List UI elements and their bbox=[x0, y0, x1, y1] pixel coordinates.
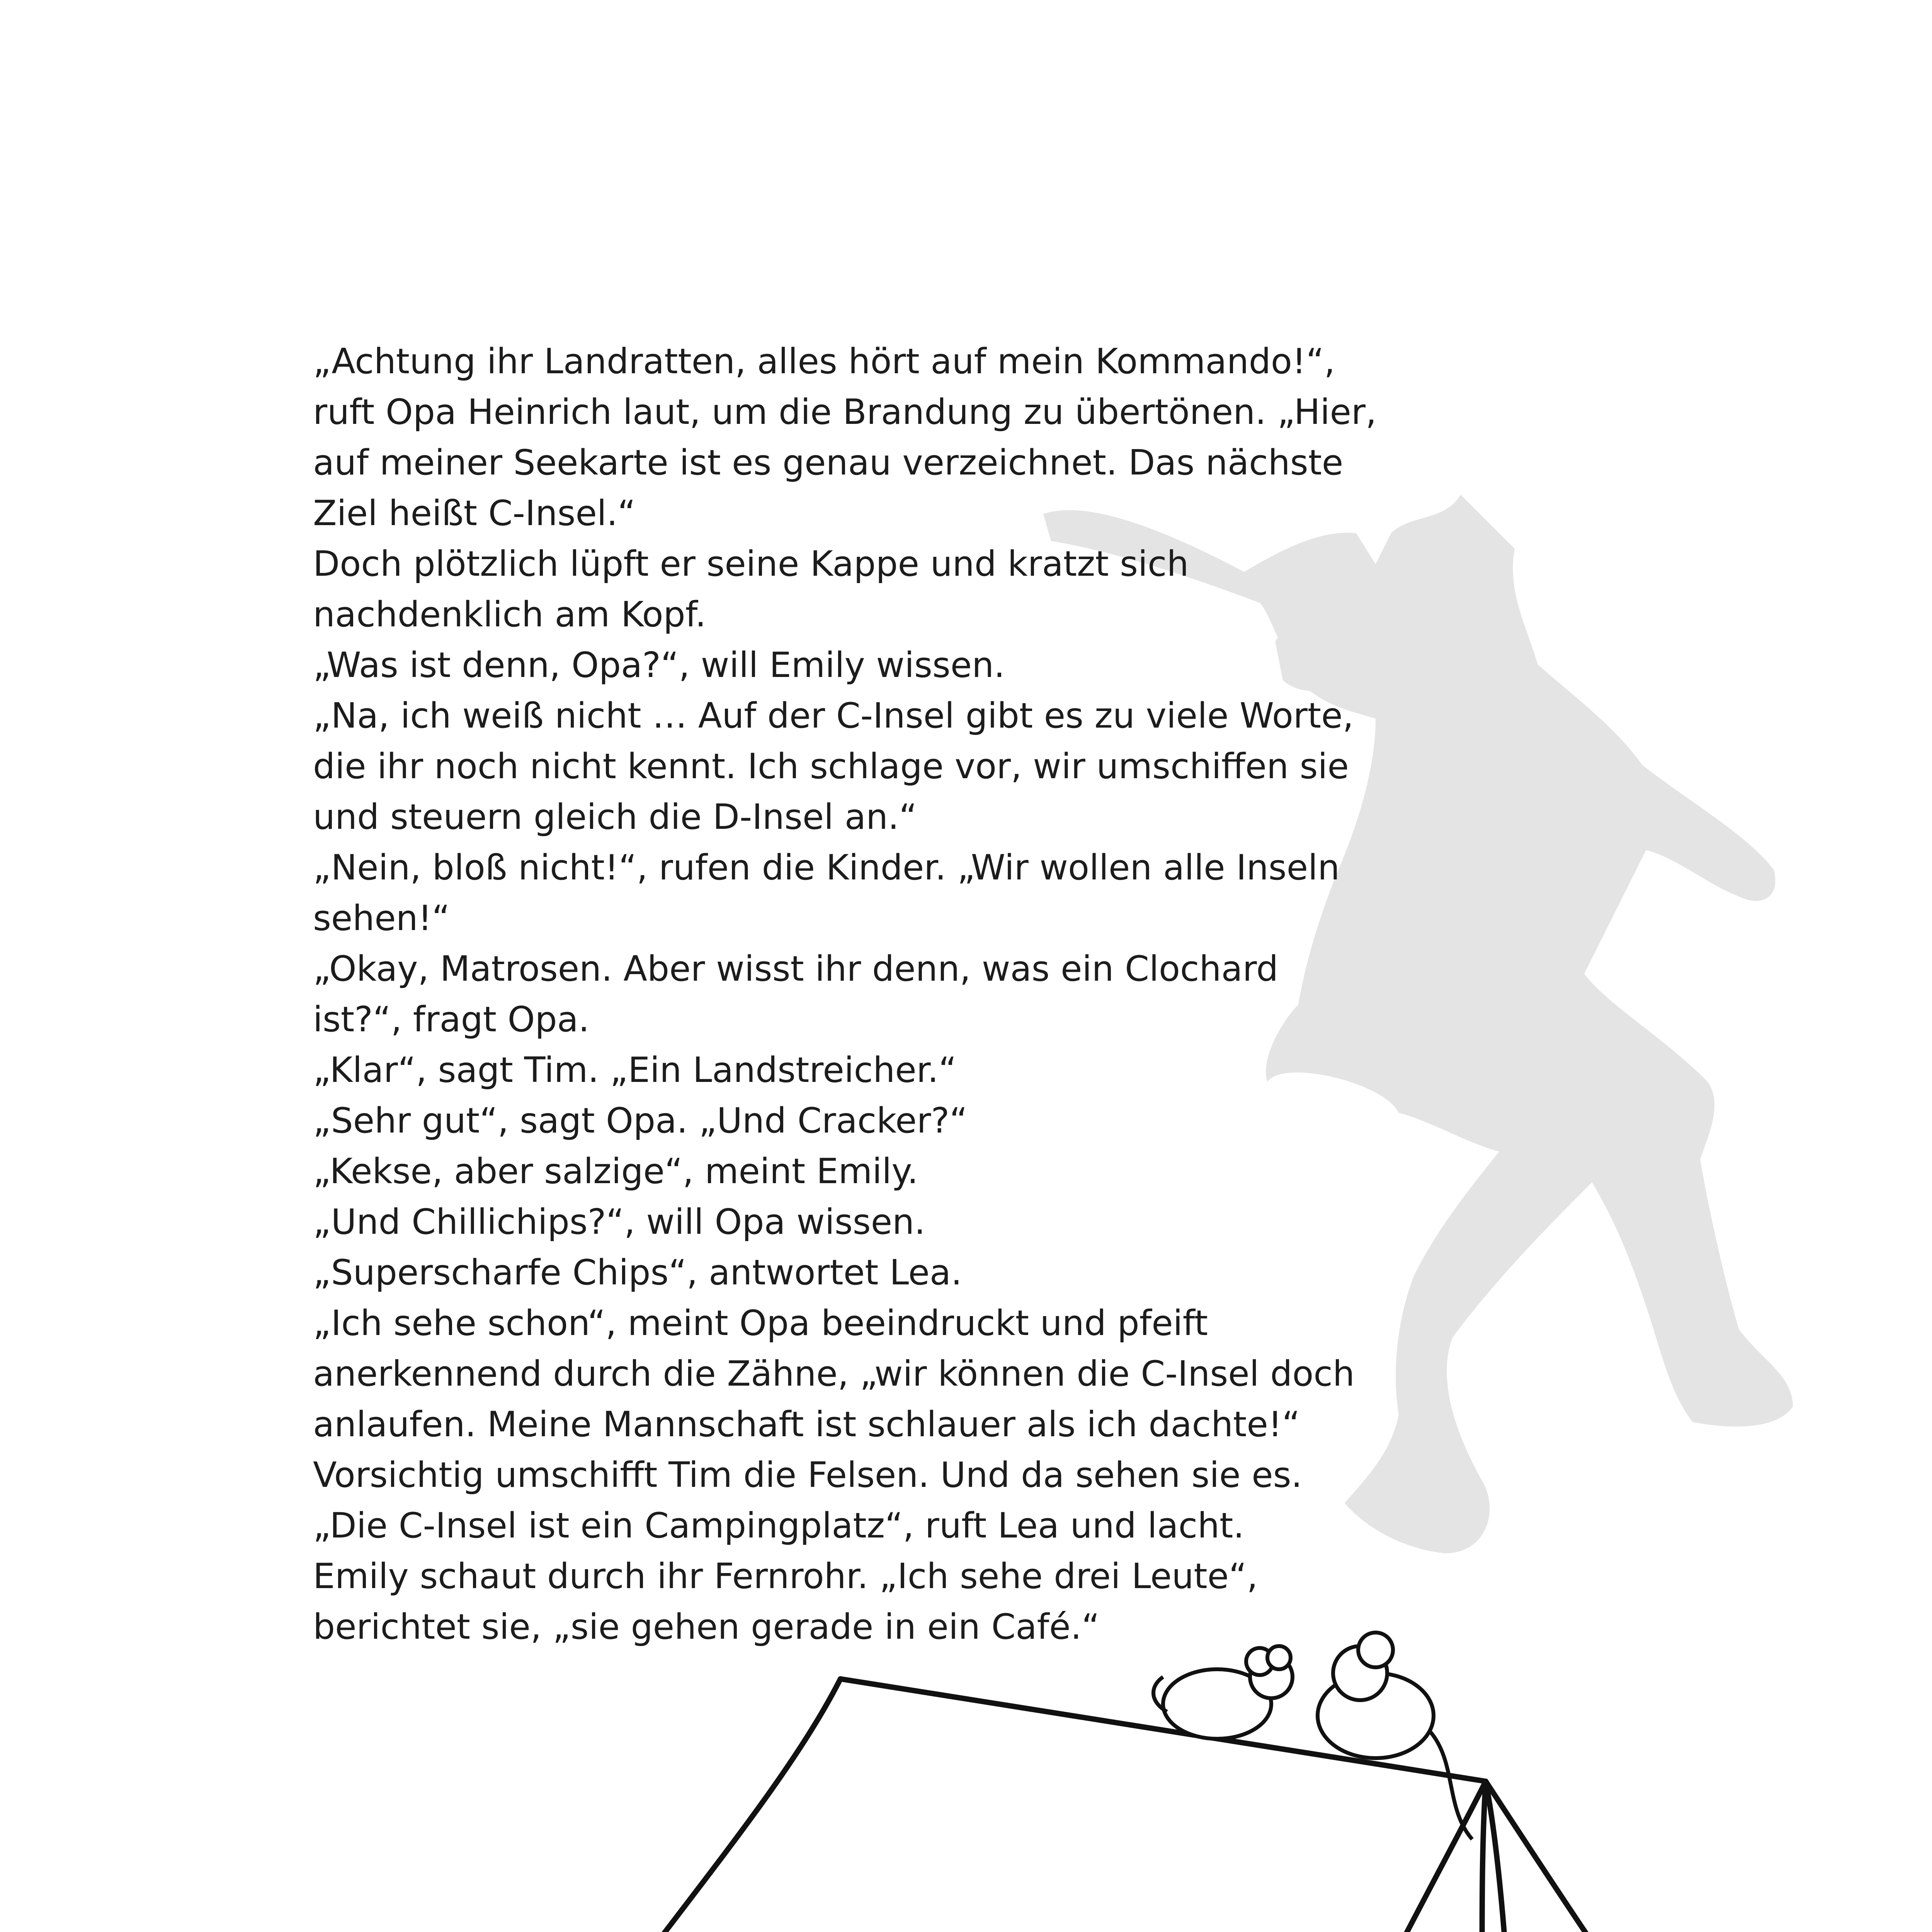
mouse-icon-second bbox=[1318, 1633, 1472, 1839]
story-line: „Und Chillichips?“, will Opa wissen. bbox=[313, 1202, 925, 1242]
story-line: ruft Opa Heinrich laut, um die Brandung zu übertönen. „Hier, bbox=[313, 392, 1377, 432]
story-line: „Superscharfe Chips“, antwortet Lea. bbox=[313, 1252, 962, 1293]
story-line: sehen!“ bbox=[313, 898, 450, 939]
story-line: anerkennend durch die Zähne, „wir können die C-Insel doch bbox=[313, 1354, 1355, 1394]
story-line: „Klar“, sagt Tim. „Ein Landstreicher.“ bbox=[313, 1050, 957, 1090]
story-line: Doch plötzlich lüpft er seine Kappe und kratzt sich bbox=[313, 544, 1189, 584]
story-line: berichtet sie, „sie gehen gerade in ein Café.“ bbox=[313, 1607, 1100, 1647]
story-line: nachdenklich am Kopf. bbox=[313, 594, 706, 635]
story-line: „Achtung ihr Landratten, alles hört auf mein Kommando!“, bbox=[313, 341, 1335, 382]
story-line: „Okay, Matrosen. Aber wisst ihr denn, was ein Clochard bbox=[313, 949, 1279, 989]
story-line: Ziel heißt C-Insel.“ bbox=[313, 493, 636, 534]
story-line: Emily schaut durch ihr Fernrohr. „Ich sehe drei Leute“, bbox=[313, 1556, 1258, 1597]
mouse-icon bbox=[1153, 1646, 1293, 1739]
story-line: „Die C-Insel ist ein Campingplatz“, ruft Lea und lacht. bbox=[313, 1505, 1245, 1546]
story-line: „Was ist denn, Opa?“, will Emily wissen. bbox=[313, 645, 1005, 685]
story-line: „Ich sehe schon“, meint Opa beeindruckt und pfeift bbox=[313, 1303, 1208, 1344]
story-line: und steuern gleich die D-Insel an.“ bbox=[313, 797, 917, 837]
story-text bbox=[313, 336, 1377, 1652]
story-line: „Na, ich weiß nicht … Auf der C-Insel gibt es zu viele Worte, bbox=[313, 696, 1354, 736]
story-line: „Sehr gut“, sagt Opa. „Und Cracker?“ bbox=[313, 1100, 968, 1141]
story-line: „Nein, bloß nicht!“, rufen die Kinder. „Wir wollen alle Inseln bbox=[313, 847, 1340, 888]
story-line: „Kekse, aber salzige“, meint Emily. bbox=[313, 1151, 918, 1192]
story-line: anlaufen. Meine Mannschaft ist schlauer als ich dachte!“ bbox=[313, 1404, 1300, 1445]
story-line: Vorsichtig umschifft Tim die Felsen. Und da sehen sie es. bbox=[313, 1455, 1303, 1495]
story-line: die ihr noch nicht kennt. Ich schlage vor, wir umschiffen sie bbox=[313, 746, 1349, 787]
story-line: auf meiner Seekarte ist es genau verzeichnet. Das nächste bbox=[313, 442, 1344, 483]
story-line: ist?“, fragt Opa. bbox=[313, 999, 590, 1040]
